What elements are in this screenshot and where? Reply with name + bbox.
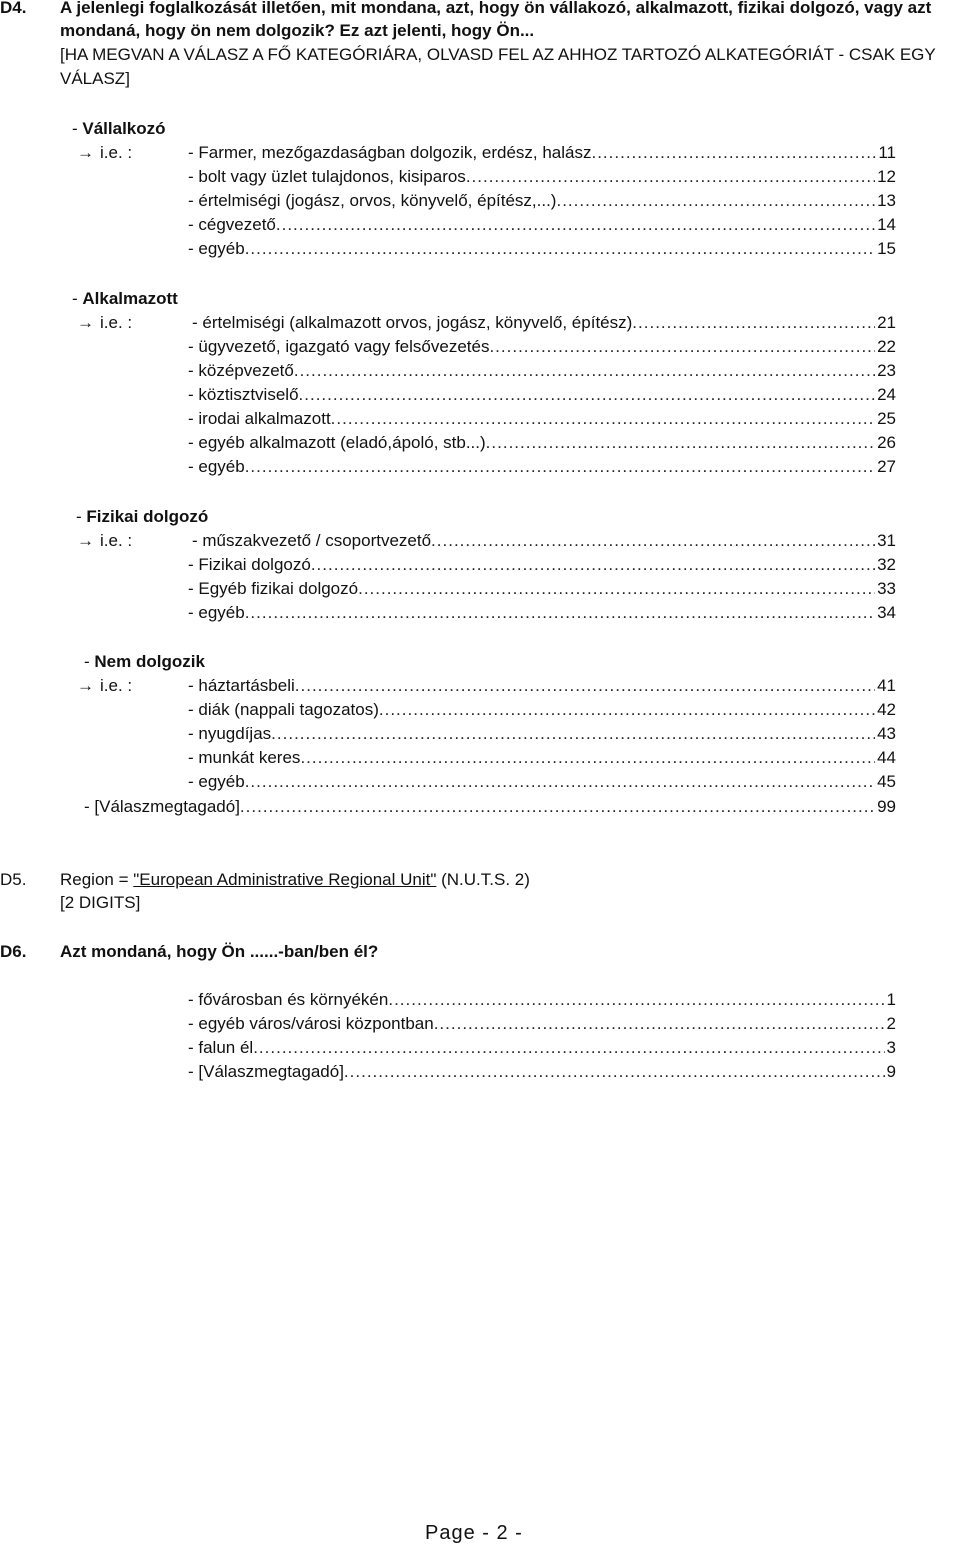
arrow-right-icon: → [77,531,94,550]
answer-option: - nyugdíjas ..... 43 [188,724,896,746]
answer-code: 21 [877,313,896,332]
answer-code: 9 [886,1062,896,1081]
answer-code: 45 [877,772,896,791]
category-prefix: - [84,652,95,671]
answer-option-refusal: - [Válaszmegtagadó] ..... 99 [84,797,896,819]
answer-option: - diák (nappali tagozatos) ..... 42 [188,700,896,722]
category-name: Vállalkozó [82,119,166,138]
answer-code: 3 [886,1038,896,1057]
answer-option: - háztartásbeli ..... 41 [188,676,896,698]
answer-option: - ügyvezető, igazgató vagy felsővezetés ..... 22 [188,337,896,359]
ie-marker [77,676,132,696]
arrow-right-icon: → [77,313,94,332]
question-title-d6: Azt mondaná, hogy Ön ......-ban/ben él? [60,942,379,961]
answer-code: 23 [877,361,896,380]
answer-code: 25 [877,409,896,428]
category-name: Alkalmazott [82,289,178,308]
ie-marker [77,313,132,333]
answer-option: - Farmer, mezőgazdaságban dolgozik, erdész, halász ..... 11 [188,143,896,165]
answer-code: 1 [886,990,896,1009]
digits-note: [2 DIGITS] [60,893,141,912]
answer-code: 31 [877,531,896,550]
answer-option: - egyéb ..... 15 [188,239,896,261]
answer-code: 44 [877,748,896,767]
region-unit-name: "European Administrative Regional Unit" [133,870,437,889]
category-heading-vallalkozo [72,119,166,139]
answer-code: 26 [877,433,896,452]
answer-code: 33 [877,579,896,598]
category-name: Nem dolgozik [94,652,205,671]
answer-option: - egyéb ..... 45 [188,772,896,794]
answer-option: - bolt vagy üzlet tulajdonos, kisiparos ..... 12 [188,167,896,189]
answer-option: - műszakvezető / csoportvezető ..... 31 [192,531,896,553]
answer-option: - középvezető ..... 23 [188,361,896,383]
answer-option: - falun él ..... 3 [188,1038,896,1060]
answer-option: - értelmiségi (jogász, orvos, könyvelő, építész,...) ..... 13 [188,191,896,213]
answer-option: - egyéb ..... 34 [188,603,896,625]
answer-option: - [Válaszmegtagadó] ..... 9 [188,1062,896,1084]
answer-option: - cégvezető ..... 14 [188,215,896,237]
answer-code: 34 [877,603,896,622]
answer-code: 24 [877,385,896,404]
answer-option: - Egyéb fizikai dolgozó ..... 33 [188,579,896,601]
category-name: Fizikai dolgozó [86,507,209,526]
answer-code: 2 [886,1014,896,1033]
answer-option: - irodai alkalmazott ..... 25 [188,409,896,431]
answer-code: 13 [877,191,896,210]
ie-label: i.e. : [100,531,133,550]
region-question: Region = "European Administrative Regional Unit" (N.U.T.S. 2) [60,870,530,889]
question-number-d5: D5. [0,870,27,889]
category-prefix: - [76,507,87,526]
answer-option: - egyéb alkalmazott (eladó,ápoló, stb...) ..... 26 [188,433,896,455]
answer-option: - köztisztviselő ..... 24 [188,385,896,407]
ie-marker [77,531,132,551]
ie-marker [77,143,132,163]
answer-code: 22 [877,337,896,356]
interviewer-instruction-line-1: [HA MEGVAN A VÁLASZ A FŐ KATEGÓRIÁRA, OLVASD FEL AZ AHHOZ TARTOZÓ ALKATEGÓRIÁT - CSAK EGY [60,45,936,64]
answer-option: - munkát keres ..... 44 [188,748,896,770]
answer-code: 42 [877,700,896,719]
question-number-d6: D6. [0,942,27,961]
answer-code: 99 [877,797,896,816]
ie-label: i.e. : [100,676,133,695]
answer-option: - egyéb város/városi központban ..... 2 [188,1014,896,1036]
answer-code: 15 [877,239,896,258]
answer-option: - Fizikai dolgozó ..... 32 [188,555,896,577]
category-heading-fizikai-dolgozo [76,507,208,527]
interviewer-instruction-line-2: VÁLASZ] [60,69,130,88]
question-title-line-1: A jelenlegi foglalkozását illetően, mit mondana, azt, hogy ön vállakozó, alkalmazott, fizikai dolgozó, vagy azt [60,0,932,17]
page-number: Page - 2 - [425,1522,523,1544]
answer-code: 41 [877,676,896,695]
answer-option: - értelmiségi (alkalmazott orvos, jogász, könyvelő, építész) ..... 21 [192,313,896,335]
arrow-right-icon: → [77,143,94,162]
answer-code: 32 [877,555,896,574]
answer-code: 27 [877,457,896,476]
arrow-right-icon: → [77,676,94,695]
question-number-d4: D4. [0,0,27,17]
answer-code: 43 [877,724,896,743]
answer-code: 11 [878,143,896,162]
category-heading-alkalmazott [72,289,178,309]
category-prefix: - [72,119,83,138]
ie-label: i.e. : [100,313,133,332]
answer-code: 14 [877,215,896,234]
category-heading-nem-dolgozik [84,652,205,672]
answer-code: 12 [877,167,896,186]
question-title-line-2: mondaná, hogy ön nem dolgozik? Ez azt jelenti, hogy Ön... [60,21,535,40]
answer-option: - fővárosban és környékén ..... 1 [188,990,896,1012]
category-prefix: - [72,289,83,308]
ie-label: i.e. : [100,143,133,162]
answer-option: - egyéb ..... 27 [188,457,896,479]
